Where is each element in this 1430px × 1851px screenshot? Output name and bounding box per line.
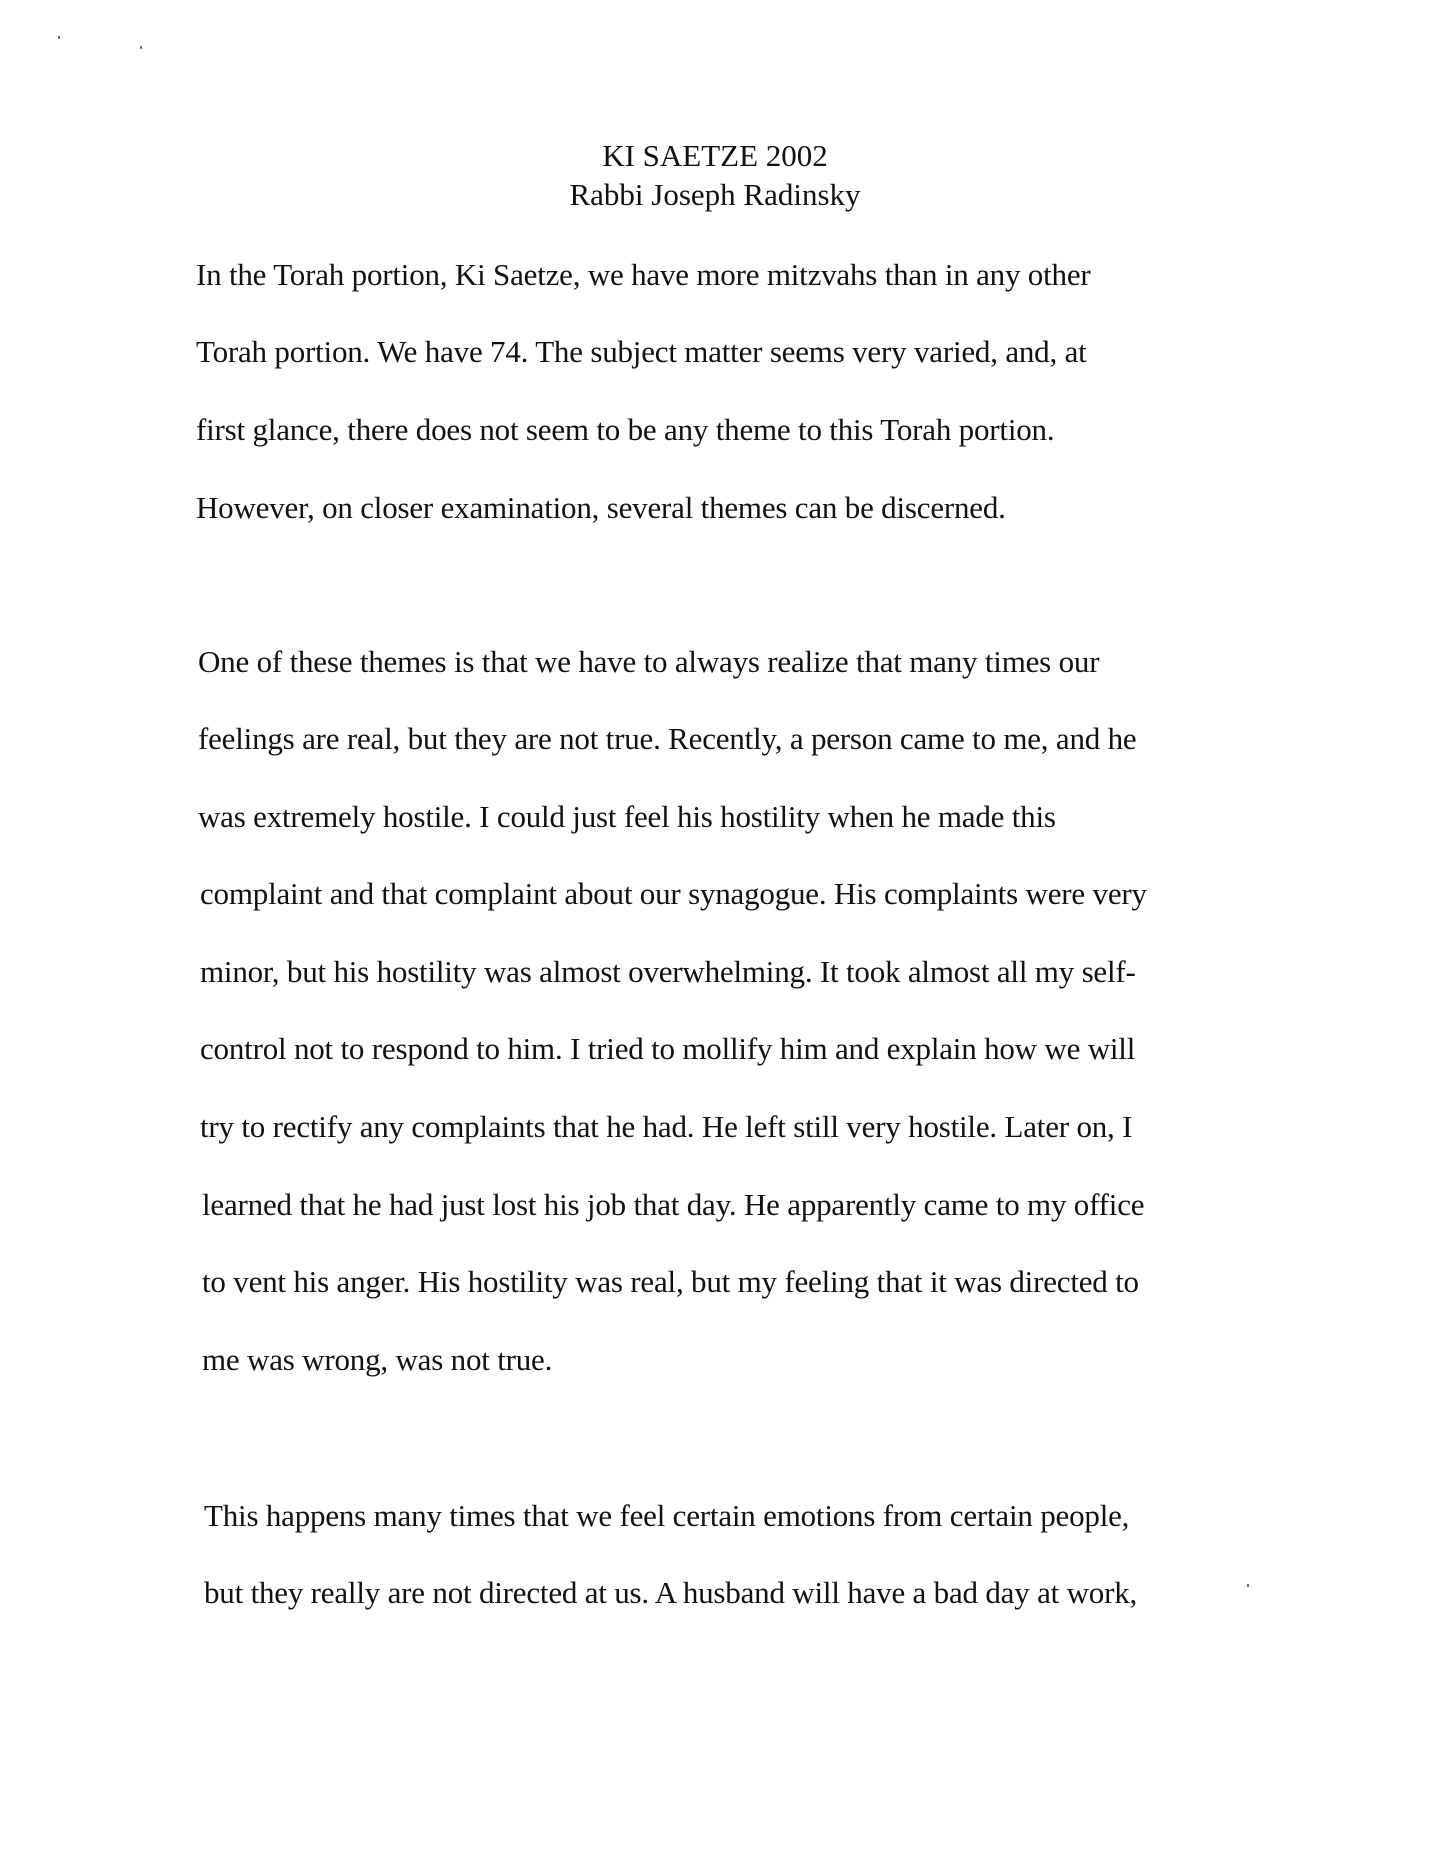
body-line: was extremely hostile. I could just feel his hostility when he made this bbox=[198, 799, 1056, 834]
body-line: feelings are real, but they are not true. Recently, a person came to me, and he bbox=[198, 721, 1137, 756]
body-line: to vent his anger. His hostility was real, but my feeling that it was directed to bbox=[202, 1264, 1139, 1299]
scan-speck bbox=[1247, 1584, 1249, 1587]
body-line: This happens many times that we feel certain emotions from certain people, bbox=[204, 1498, 1130, 1533]
body-line: control not to respond to him. I tried to mollify him and explain how we will bbox=[200, 1031, 1136, 1066]
body-line: learned that he had just lost his job that day. He apparently came to my office bbox=[202, 1187, 1145, 1222]
scan-speck bbox=[58, 36, 60, 39]
body-line: Torah portion. We have 74. The subject matter seems very varied, and, at bbox=[196, 334, 1087, 369]
body-line: but they really are not directed at us. A husband will have a bad day at work, bbox=[204, 1575, 1138, 1610]
document-title: KI SAETZE 2002 bbox=[602, 138, 828, 173]
body-line: However, on closer examination, several themes can be discerned. bbox=[196, 490, 1006, 525]
body-line: try to rectify any complaints that he had. He left still very hostile. Later on, I bbox=[200, 1109, 1133, 1144]
scan-speck bbox=[140, 46, 142, 49]
body-line: first glance, there does not seem to be any theme to this Torah portion. bbox=[196, 412, 1055, 447]
body-line: In the Torah portion, Ki Saetze, we have more mitzvahs than in any other bbox=[196, 257, 1091, 292]
document-author: Rabbi Joseph Radinsky bbox=[569, 177, 861, 212]
body-line: One of these themes is that we have to always realize that many times our bbox=[198, 644, 1100, 679]
body-line: me was wrong, was not true. bbox=[202, 1342, 553, 1377]
body-line: minor, but his hostility was almost overwhelming. It took almost all my self- bbox=[200, 954, 1136, 989]
body-line: complaint and that complaint about our synagogue. His complaints were very bbox=[200, 876, 1147, 911]
